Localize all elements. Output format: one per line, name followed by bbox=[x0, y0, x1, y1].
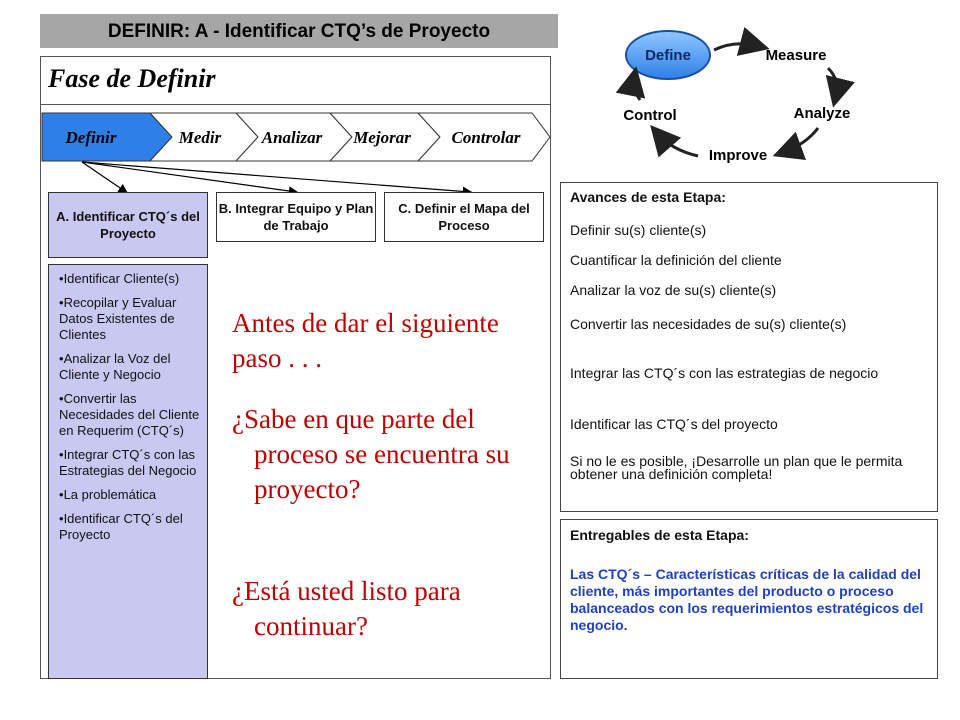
cycle-label-analyze: Analyze bbox=[793, 105, 851, 122]
step-c-label: C. Definir el Mapa del Proceso bbox=[398, 201, 530, 233]
list-item: • Integrar CTQ´s con las Estrategias del Negocio bbox=[59, 447, 201, 479]
step-b-box[interactable] bbox=[216, 192, 376, 242]
avance-item: Cuantificar la definición del cliente bbox=[570, 252, 782, 268]
list-item: • La problemática bbox=[59, 487, 201, 503]
entregables-heading: Entregables de esta Etapa: bbox=[570, 527, 749, 543]
cycle-arrow-analyze-improve bbox=[784, 128, 818, 152]
phase-title: Fase de Definir bbox=[48, 64, 216, 93]
question-ready: ¿Está usted listo para continuar? bbox=[232, 576, 461, 641]
question-next-step: Antes de dar el siguiente paso . . . bbox=[232, 308, 499, 373]
list-item: • Identificar CTQ´s del Proyecto bbox=[59, 511, 201, 543]
cycle-label-measure: Measure bbox=[765, 47, 827, 64]
step-a-box[interactable] bbox=[48, 192, 208, 258]
avance-item: Analizar la voz de su(s) cliente(s) bbox=[570, 282, 777, 298]
entregables-text: Las CTQ´s – Características críticas de la calidad del cliente, más importantes del producto o proceso balanceados con los requerimientos estratégicos del negocio. bbox=[570, 566, 924, 633]
cycle-arrow-measure-analyze bbox=[828, 68, 837, 96]
connector-arrow-c bbox=[82, 162, 470, 192]
list-item: • Recopilar y Evaluar Datos Existentes de Clientes bbox=[59, 295, 201, 343]
question-process-position: ¿Sabe en que parte del proceso se encuentra su proyecto? bbox=[232, 404, 510, 504]
step-a-label: A. Identificar CTQ´s del Proyecto bbox=[56, 209, 200, 241]
page-title: DEFINIR: A - Identificar CTQ’s de Proyecto bbox=[107, 21, 491, 42]
chevron-label-definir: Definir bbox=[65, 128, 117, 147]
avances-heading: Avances de esta Etapa: bbox=[570, 189, 726, 205]
avance-item: Si no le es posible, ¡Desarrolle un plan que le permita obtener una definición completa! bbox=[570, 453, 903, 482]
list-item: • Convertir las Necesidades del Cliente en Requerim (CTQ´s) bbox=[59, 391, 201, 439]
chevron-label-analizar: Analizar bbox=[261, 128, 323, 147]
dmaic-cycle-diagram bbox=[600, 20, 900, 170]
cycle-arrow-improve-control bbox=[658, 134, 698, 156]
step-c-box[interactable] bbox=[384, 192, 544, 242]
avance-item: Convertir las necesidades de su(s) cliente(s) bbox=[570, 316, 847, 332]
list-item: • Identificar Cliente(s) bbox=[59, 271, 201, 287]
step-a-activities bbox=[48, 264, 208, 679]
cycle-label-define: Define bbox=[645, 47, 691, 64]
avance-item: Definir su(s) cliente(s) bbox=[570, 222, 707, 238]
avance-item: Integrar las CTQ´s con las estrategias de negocio bbox=[570, 365, 879, 381]
chevron-label-mejorar: Mejorar bbox=[353, 128, 411, 147]
step-b-label: B. Integrar Equipo y Plan de Trabajo bbox=[218, 201, 374, 233]
avance-item: Identificar las CTQ´s del proyecto bbox=[570, 416, 778, 432]
cycle-arrow-define-measure bbox=[714, 44, 758, 50]
connector-arrow-a bbox=[82, 162, 126, 192]
chevron-label-controlar: Controlar bbox=[451, 128, 521, 147]
chevron-label-medir: Medir bbox=[178, 128, 222, 147]
cycle-label-improve: Improve bbox=[708, 147, 768, 164]
cycle-arrow-control-define bbox=[634, 78, 640, 100]
connector-arrow-b bbox=[82, 162, 296, 192]
cycle-label-control: Control bbox=[623, 107, 677, 124]
list-item: • Analizar la Voz del Cliente y Negocio bbox=[59, 351, 201, 383]
